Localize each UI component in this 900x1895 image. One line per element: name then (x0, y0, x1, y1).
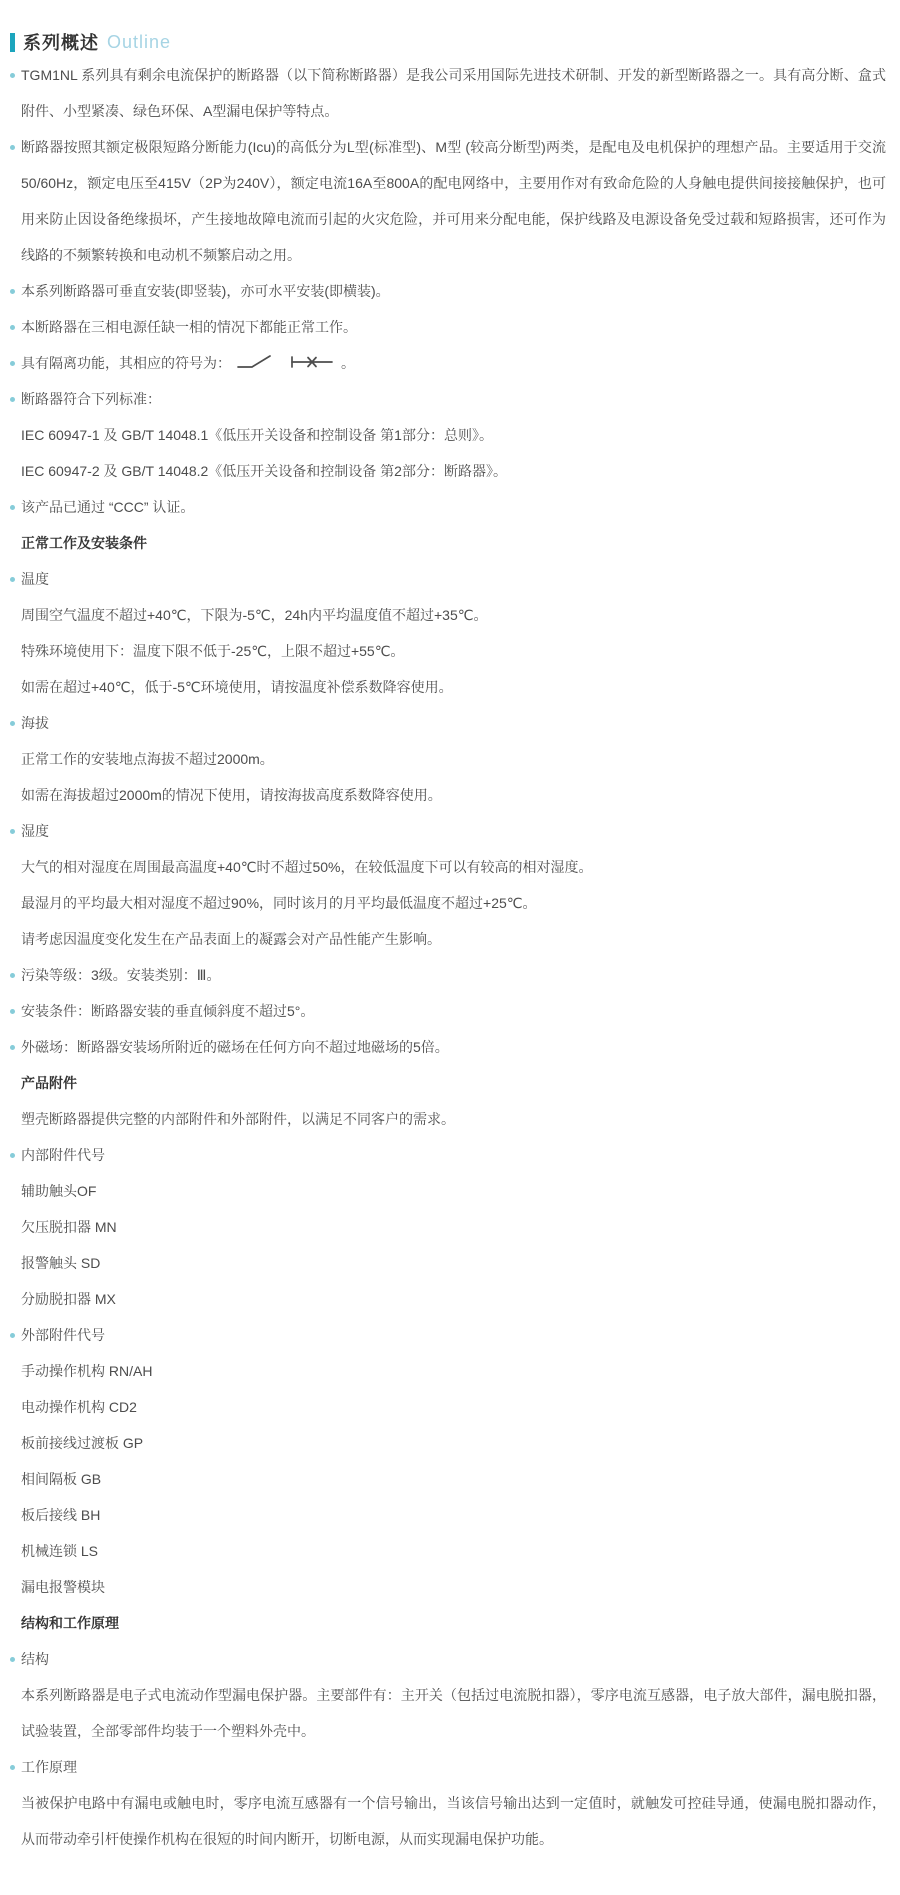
item-text: 外部附件代号 (21, 1327, 105, 1343)
bullet-dot-icon (10, 325, 15, 330)
bullet-item (10, 309, 886, 345)
bullet-item (10, 957, 886, 993)
paragraph (10, 633, 886, 669)
item-text: 漏电报警模块 (21, 1579, 105, 1595)
paragraph (10, 1101, 886, 1137)
bullet-item (10, 345, 886, 381)
item-text: 正常工作的安装地点海拔不超过2000m。 (21, 751, 274, 767)
bullet-item (10, 57, 886, 129)
item-text: 具有隔离功能，其相应的符号为： (21, 355, 231, 371)
item-text: IEC 60947-1 及 GB/T 14048.1《低压开关设备和控制设备 第1部分：总则》。 (21, 427, 493, 443)
item-text: 特殊环境使用下：温度下限不低于-25℃，上限不超过+55℃。 (21, 643, 405, 659)
bullet-dot-icon (10, 721, 15, 726)
item-text: 如需在超过+40℃，低于-5℃环境使用，请按温度补偿系数降容使用。 (21, 679, 453, 695)
item-text: 产品附件 (21, 1075, 77, 1091)
paragraph (10, 1569, 886, 1605)
bullet-dot-icon (10, 829, 15, 834)
paragraph (10, 1245, 886, 1281)
bullet-item (10, 1029, 886, 1065)
paragraph (10, 669, 886, 705)
bullet-item (10, 489, 886, 525)
paragraph (10, 741, 886, 777)
item-text: 最湿月的平均最大相对湿度不超过90%，同时该月的月平均最低温度不超过+25℃。 (21, 895, 537, 911)
bullet-dot-icon (10, 1333, 15, 1338)
bullet-item (10, 705, 886, 741)
item-text: 安装条件：断路器安装的垂直倾斜度不超过5°。 (21, 1003, 315, 1019)
bullet-dot-icon (10, 361, 15, 366)
item-text: 工作原理 (21, 1759, 77, 1775)
bullet-item (10, 1749, 886, 1785)
item-text: 请考虑因温度变化发生在产品表面上的凝露会对产品性能产生影响。 (21, 931, 441, 947)
page-header (10, 30, 886, 54)
bullet-dot-icon (10, 505, 15, 510)
paragraph (10, 1785, 886, 1857)
item-text: 板后接线 BH (21, 1507, 101, 1523)
paragraph (10, 1497, 886, 1533)
bullet-dot-icon (10, 397, 15, 402)
paragraph (10, 1461, 886, 1497)
paragraph (10, 1389, 886, 1425)
paragraph (10, 1281, 886, 1317)
document-body (10, 57, 886, 1857)
bullet-dot-icon (10, 1153, 15, 1158)
title-accent-bar-icon (10, 33, 15, 52)
paragraph (10, 885, 886, 921)
bullet-item (10, 273, 886, 309)
bullet-dot-icon (10, 1765, 15, 1770)
item-text: 该产品已通过 “CCC” 认证。 (21, 499, 195, 515)
paragraph (10, 849, 886, 885)
bullet-dot-icon (10, 577, 15, 582)
section-heading (10, 1065, 886, 1101)
item-text: 机械连锁 LS (21, 1543, 99, 1559)
item-text: 本系列断路器是电子式电流动作型漏电保护器。主要部件有：主开关（包括过电流脱扣器），零序电流互感器，电子放大部件，漏电脱扣器，试验装置，全部零部件均装于一个塑料外壳中。 (21, 1687, 886, 1739)
item-text: 欠压脱扣器 MN (21, 1219, 117, 1235)
paragraph (10, 921, 886, 957)
paragraph (10, 777, 886, 813)
item-text: 报警触头 SD (21, 1255, 101, 1271)
item-text: 海拔 (21, 715, 49, 731)
item-text: 本系列断路器可垂直安装(即竖装)，亦可水平安装(即横装)。 (21, 283, 390, 299)
item-text: TGM1NL 系列具有剩余电流保护的断路器（以下简称断路器）是我公司采用国际先进技术研制、开发的新型断路器之一。具有高分断、盒式附件、小型紧凑、绿色环保、A型漏电保护等特点。 (21, 67, 886, 119)
paragraph (10, 1533, 886, 1569)
item-text: 外磁场：断路器安装场所附近的磁场在任何方向不超过地磁场的5倍。 (21, 1039, 449, 1055)
paragraph (10, 1677, 886, 1749)
isolator-symbol-icon (289, 354, 335, 370)
item-text: 温度 (21, 571, 49, 587)
bullet-dot-icon (10, 1657, 15, 1662)
item-text: 塑壳断路器提供完整的内部附件和外部附件，以满足不同客户的需求。 (21, 1111, 455, 1127)
item-text: 大气的相对湿度在周围最高温度+40℃时不超过50%，在较低温度下可以有较高的相对湿度。 (21, 859, 593, 875)
bullet-item (10, 813, 886, 849)
item-text: 本断路器在三相电源任缺一相的情况下都能正常工作。 (21, 319, 357, 335)
item-text: 周围空气温度不超过+40℃，下限为-5℃，24h内平均温度值不超过+35℃。 (21, 607, 488, 623)
bullet-item (10, 1641, 886, 1677)
item-text: 相间隔板 GB (21, 1471, 102, 1487)
paragraph (10, 417, 886, 453)
item-text: 手动操作机构 RN/AH (21, 1363, 153, 1379)
item-text: 分励脱扣器 MX (21, 1291, 116, 1307)
bullet-dot-icon (10, 145, 15, 150)
disconnect-switch-symbol-icon (237, 354, 277, 370)
item-text: 内部附件代号 (21, 1147, 105, 1163)
item-text: 断路器符合下列标准： (21, 391, 161, 407)
item-text: 结构和工作原理 (21, 1615, 119, 1631)
item-text: 辅助触头OF (21, 1183, 97, 1199)
paragraph (10, 1173, 886, 1209)
section-heading (10, 1605, 886, 1641)
bullet-item (10, 561, 886, 597)
paragraph (10, 1209, 886, 1245)
paragraph (10, 1425, 886, 1461)
item-text: 如需在海拔超过2000m的情况下使用，请按海拔高度系数降容使用。 (21, 787, 442, 803)
item-text: 板前接线过渡板 GP (21, 1435, 144, 1451)
page-subtitle: Outline (107, 31, 172, 52)
bullet-item (10, 1137, 886, 1173)
bullet-dot-icon (10, 1045, 15, 1050)
bullet-dot-icon (10, 973, 15, 978)
item-text: 当被保护电路中有漏电或触电时，零序电流互感器有一个信号输出，当该信号输出达到一定值时，就触发可控硅导通，使漏电脱扣器动作，从而带动牵引杆使操作机构在很短的时间内断开，切断电源，从而实现漏电保护功能。 (21, 1795, 886, 1847)
item-text: 污染等级：3级。安装类别：Ⅲ。 (21, 967, 221, 983)
bullet-item (10, 993, 886, 1029)
item-text: 湿度 (21, 823, 49, 839)
item-text: 断路器按照其额定极限短路分断能力(Icu)的高低分为L型(标准型)、M型 (较高分断型)两类，是配电及电机保护的理想产品。主要适用于交流 50/60Hz，额定电压至415V（2P为240V），额定电流16A至800A的配电网络中，主要用作对有致命危险的人身触电提供间接接触保护，也可用来防止因设备绝缘损坏，产生接地故障电流而引起的火灾危险，并可用来分配电能，保护线路及电源设备免受过载和短路损害，还可作为线路的不频繁转换和电动机不频繁启动之用。 (21, 139, 886, 263)
item-text-suffix: 。 (341, 355, 355, 371)
bullet-dot-icon (10, 1009, 15, 1014)
bullet-item (10, 381, 886, 417)
paragraph (10, 597, 886, 633)
item-text: 正常工作及安装条件 (21, 535, 147, 551)
page-title: 系列概述 (23, 33, 99, 53)
paragraph (10, 453, 886, 489)
section-heading (10, 525, 886, 561)
bullet-dot-icon (10, 73, 15, 78)
item-text: 结构 (21, 1651, 49, 1667)
bullet-dot-icon (10, 289, 15, 294)
item-text: IEC 60947-2 及 GB/T 14048.2《低压开关设备和控制设备 第2部分：断路器》。 (21, 463, 507, 479)
bullet-item (10, 1317, 886, 1353)
bullet-item (10, 129, 886, 273)
item-text: 电动操作机构 CD2 (21, 1399, 137, 1415)
paragraph (10, 1353, 886, 1389)
